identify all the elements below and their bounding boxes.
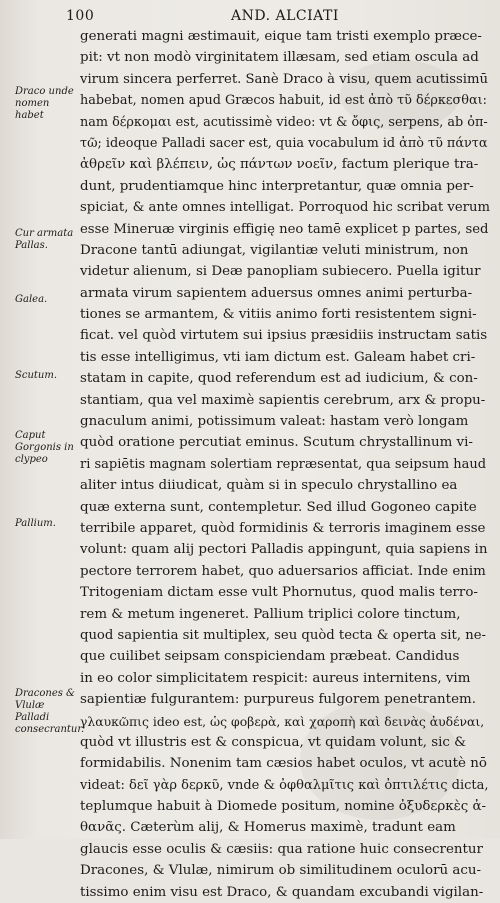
text-line: que cuilibet seipsam conspiciendam præbeat. Candidus xyxy=(80,649,460,665)
text-line: stantiam, qua vel maximè sapientis cerebrum, arx & propu- xyxy=(80,392,486,408)
text-line: quæ externa sunt, contempletur. Sed illud Gogoneo capite xyxy=(80,499,477,515)
page-header xyxy=(66,8,486,28)
text-line: γλαυκῶπις ideo est, ὡς φοβερὰ, καὶ χαροπὴ καὶ δεινὰς ἀυδέναι, xyxy=(80,713,485,729)
text-line: ἀθρεῖν καὶ βλέπειν, ὡς πάντων νοεῖν, factum plerique tra- xyxy=(80,157,479,173)
text-line: habebat, nomen apud Græcos habuit, id est ἀπὸ τῦ δέρκεσθαι: xyxy=(80,93,487,109)
text-line: armata virum sapientem aduersus omnes animi perturba- xyxy=(80,285,473,301)
text-line: virum sincera perferret. Sanè Draco à visu, quem acutissimū xyxy=(80,71,488,87)
body-text xyxy=(80,26,490,903)
text-line: rem & metum ingeneret. Pallium triplici colore tinctum, xyxy=(80,606,461,622)
text-line: tiones se armantem, & vitiis animo forti resistentem signi- xyxy=(80,307,477,323)
text-line: Dracones, & Vlulæ, nimirum ob similitudinem oculorū acu- xyxy=(80,863,482,879)
running-head: AND. ALCIATI xyxy=(231,8,339,24)
text-line: pectore terrorem habet, quo aduersarios afficiat. Inde enim xyxy=(80,563,486,579)
text-line: volunt: quam alij pectori Palladis appingunt, quia sapiens in xyxy=(80,542,488,558)
text-line: videtur alienum, si Deæ panopliam subiecero. Puella igitur xyxy=(80,264,481,280)
text-line: statam in capite, quod referendum est ad iudicium, & con- xyxy=(80,371,478,387)
text-line: ficat. vel quòd virtutem sui ipsius præsidiis instructam satis xyxy=(80,328,488,344)
text-line: pit: vt non modò virginitatem illæsam, sed etiam oscula ad xyxy=(80,50,479,66)
margin-note: Cur armata Pallas. xyxy=(15,228,74,251)
text-line: tis esse intelligimus, vti iam dictum est. Galeam habet cri- xyxy=(80,349,476,365)
page-number: 100 xyxy=(66,8,95,24)
margin-note: Dracones & Vlulæ Palladi consecrantur. xyxy=(15,688,85,735)
text-line: formidabilis. Nonenim tam cæsios habet oculos, vt acutè nō xyxy=(80,756,487,772)
text-line: quod sapientia sit multiplex, seu quòd tecta & operta sit, ne- xyxy=(80,627,486,643)
margin-note: Caput Gorgonis in clypeo xyxy=(15,430,74,465)
text-line: sapientiæ fulgurantem: purpureus fulgorem penetrantem. xyxy=(80,692,476,708)
text-line: θανᾶς. Cæterùm alij, & Homerus maximè, tradunt eam xyxy=(80,820,456,836)
margin-note: Scutum. xyxy=(15,370,58,381)
text-line: esse Mineruæ virginis effigię neo tamē explicet p partes, sed xyxy=(80,221,489,237)
text-line: spiciat, & ante omnes intelligat. Porroquod hic scribat verum xyxy=(80,200,490,216)
text-line: tissimo enim visu est Draco, & quandam excubandi vigilan- xyxy=(80,884,484,900)
text-line: aliter intus diiudicat, quàm si in speculo chrystallino ea xyxy=(80,478,458,494)
text-line: gnaculum animi, potissimum valeat: hastam verò longam xyxy=(80,414,469,430)
text-line: generati magni æstimauit, eique tam tristi exemplo præce- xyxy=(80,29,482,44)
margin-note: Draco unde nomen habet xyxy=(15,86,74,121)
margin-note: Galea. xyxy=(15,294,48,305)
text-line: videat: δεῖ γὰρ δερκῦ, vnde & ὀφθαλμῖτις καὶ ὀπτιλέτις dicta, xyxy=(80,777,489,793)
text-line: dunt, prudentiamque hinc interpretantur, quæ omnia per- xyxy=(80,178,474,194)
text-line: teplumque habuit à Diomede positum, nomine ὀξυδερκὲς ἀ- xyxy=(80,799,487,815)
text-line: in eo color simplicitatem respicit: aureus internitens, vim xyxy=(80,670,471,686)
text-line: terribile apparet, quòd formidinis & terroris imaginem esse xyxy=(80,520,486,536)
text-line: nam δέρκομαι est, acutissimè video: vt & ὄφις, serpens, ab ὀπ- xyxy=(80,114,488,130)
text-line: glaucis esse oculis & cæsiis: qua ratione huic consecrentur xyxy=(80,841,483,857)
text-line: quòd vt illustris est & conspicua, vt quidam volunt, sic & xyxy=(80,734,467,750)
text-line: Dracone tantū adiungat, vigilantiæ veluti ministrum, non xyxy=(80,242,469,258)
text-line: τῶ; ideoque Palladi sacer est, quia vocabulum id ἀπὸ τῦ πάντα xyxy=(80,135,488,151)
margin-note: Pallium. xyxy=(15,518,56,529)
text-line: ri sapiētis magnam solertiam repræsentat, qua seipsum haud xyxy=(80,456,487,472)
text-line: Tritogeniam dictam esse vult Phornutus, quod malis terro- xyxy=(80,585,478,601)
text-line: quòd oratione percutiat eminus. Scutum chrystallinum vi- xyxy=(80,435,473,451)
